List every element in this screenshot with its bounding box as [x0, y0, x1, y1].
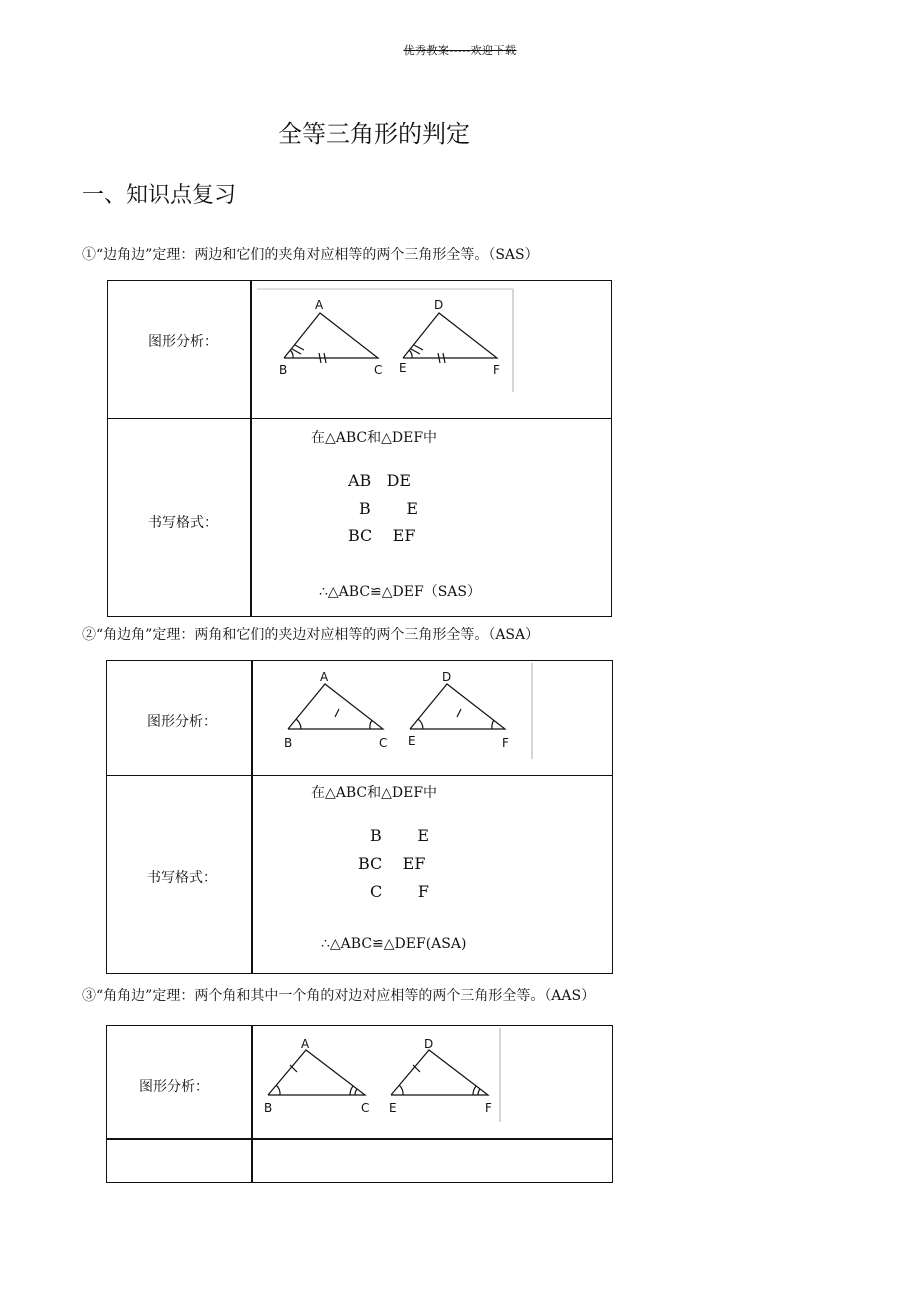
asa-triangles-figure [258, 663, 536, 763]
vertex-a: A [301, 1037, 310, 1051]
vertex-c: C [379, 736, 388, 750]
triangle-abc [279, 298, 382, 377]
page-header [0, 42, 920, 58]
figure-cell [251, 1025, 613, 1140]
format-label-cell [107, 418, 252, 617]
vertex-e: E [408, 734, 416, 748]
header-right: 欢迎下载 [470, 44, 517, 57]
proof-line-2: BC EF [358, 854, 426, 873]
proof-line-3: BC EF [348, 526, 416, 545]
vertex-d: D [442, 670, 452, 684]
format-label-cell [106, 775, 253, 974]
header-dashes: ----- [449, 44, 471, 57]
proof-line-3: C F [370, 882, 429, 901]
vertex-e: E [399, 361, 407, 375]
figure-label: 图形分析： [147, 714, 217, 730]
vertex-e: E [389, 1101, 397, 1115]
theorem-aas: ③“角角边”定理：两个角和其中一个角的对边对应相等的两个三角形全等。（AAS） [82, 988, 596, 1004]
sas-triangles-figure [257, 289, 517, 394]
triangle-def [408, 670, 509, 750]
figure-label-cell [106, 1025, 253, 1140]
figure-label-cell [107, 280, 252, 419]
page-title: 全等三角形的判定 [278, 120, 470, 148]
vertex-d: D [434, 298, 444, 312]
figure-label: 图形分析： [139, 1079, 209, 1095]
proof-intro: 在△ABC和△DEF中 [311, 785, 438, 801]
proof-line-2: B E [359, 499, 419, 518]
proof-line-1: AB DE [348, 471, 412, 490]
vertex-b: B [264, 1101, 273, 1115]
format-label: 书写格式： [147, 870, 217, 886]
triangle-def [399, 298, 500, 377]
theorem-sas: ①“边角边”定理：两边和它们的夹角对应相等的两个三角形全等。（SAS） [82, 247, 539, 263]
aas-triangles-figure [258, 1028, 504, 1128]
vertex-b: B [284, 736, 293, 750]
proof-line-1: B E [370, 826, 430, 845]
section-heading: 一、知识点复习 [82, 183, 237, 208]
proof-conclusion: ∴△ABC≌△DEF(ASA) [321, 936, 467, 952]
triangle-abc [264, 1037, 369, 1115]
format-label: 书写格式： [148, 515, 218, 531]
format-cell [251, 775, 613, 974]
proof-conclusion: ∴△ABC≌△DEF（SAS） [319, 584, 481, 600]
vertex-f: F [493, 363, 500, 377]
theorem-asa: ②“角边角”定理：两角和它们的夹边对应相等的两个三角形全等。（ASA） [82, 627, 540, 643]
triangle-def [389, 1037, 492, 1115]
format-cell [250, 418, 612, 617]
figure-cell [251, 660, 613, 776]
vertex-d: D [424, 1037, 434, 1051]
proof-intro: 在△ABC和△DEF中 [311, 430, 438, 446]
figure-label: 图形分析： [148, 334, 218, 350]
figure-label-cell [106, 660, 253, 776]
format-cell-empty [251, 1138, 613, 1183]
format-label-cell-empty [106, 1138, 253, 1183]
header-left: 优秀教案 [403, 44, 450, 57]
vertex-a: A [320, 670, 329, 684]
vertex-a: A [315, 298, 324, 312]
vertex-b: B [279, 363, 288, 377]
vertex-c: C [374, 363, 383, 377]
vertex-f: F [485, 1101, 492, 1115]
vertex-c: C [361, 1101, 370, 1115]
vertex-f: F [502, 736, 509, 750]
figure-cell [250, 280, 612, 419]
triangle-abc [284, 670, 387, 750]
